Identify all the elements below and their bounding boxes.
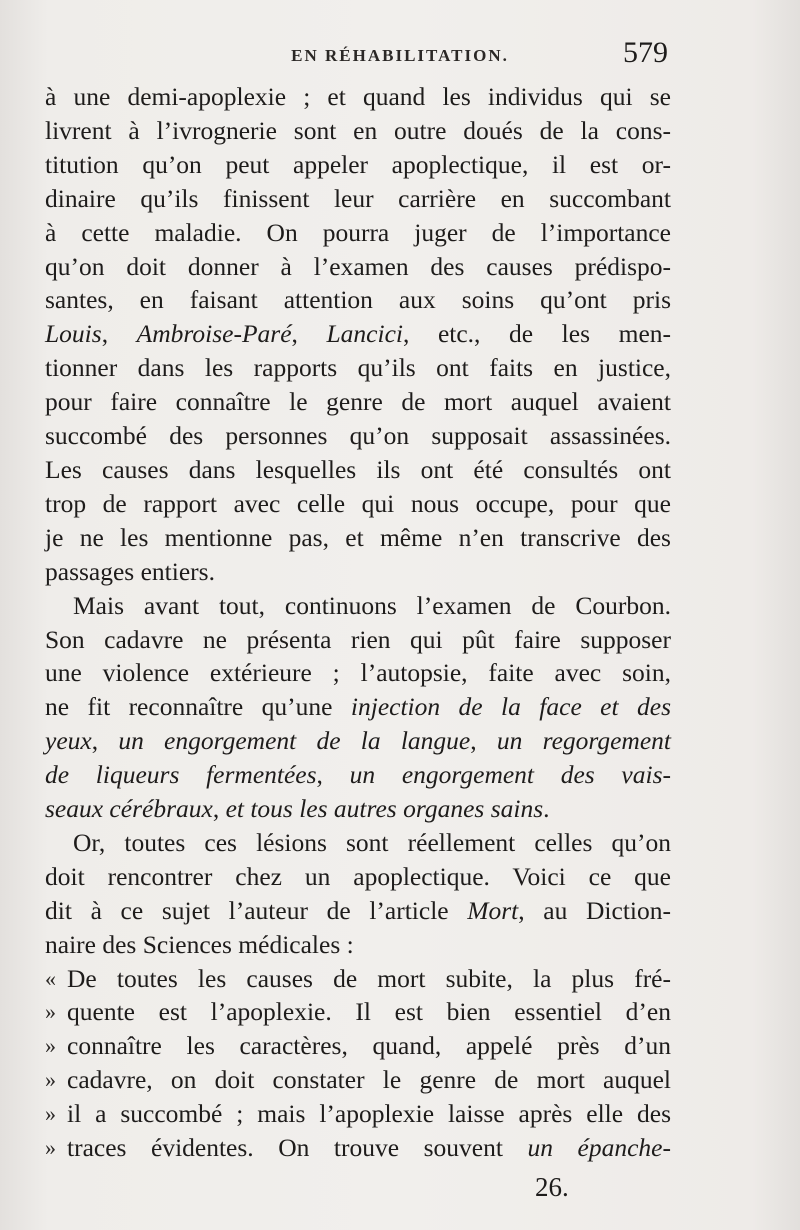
text-run: , [470, 726, 497, 756]
signature-mark: 26. [535, 1172, 569, 1202]
text-line [45, 758, 671, 792]
text-run: , [101, 319, 137, 349]
italic-run: Mort [467, 895, 519, 925]
text-line [45, 792, 671, 826]
italic-run: injection de la face et des [350, 692, 672, 722]
text-line: pour faire connaître le genre de mort auquel avaient [45, 387, 671, 417]
continuation-quote-mark: » [45, 1135, 56, 1161]
text-run: ne fit reconnaître qu’une [45, 692, 351, 722]
text-line: succombé des personnes qu’on supposait assassinées. [45, 421, 671, 451]
italic-run: un engorgement de la langue [118, 726, 471, 756]
continuation-quote-mark: » [45, 1033, 56, 1059]
quote-line [45, 1131, 671, 1165]
text-run: , [316, 760, 350, 790]
quote-text: il a succombé ; mais l’apoplexie laisse après elle des [67, 1099, 671, 1129]
continuation-quote-mark: » [45, 1067, 56, 1093]
italic-name: Louis [45, 319, 102, 349]
paragraph-2 [45, 589, 671, 826]
text-line: une violence extérieure ; l’autopsie, faite avec soin, [45, 658, 671, 688]
text-run: , au Diction- [518, 895, 671, 925]
text-line: Or, toutes ces lésions sont réellement celles qu’on [73, 827, 671, 857]
italic-run: un épanche- [527, 1133, 671, 1163]
text-run: traces évidentes. On trouve souvent [67, 1133, 528, 1163]
text-run: . [543, 794, 550, 824]
italic-run: un regorgement [496, 726, 671, 756]
quotation-block [45, 962, 671, 1165]
text-line: trop de rapport avec celle qui nous occupe, pour que [45, 488, 671, 518]
running-header: EN RÉHABILITATION. [291, 46, 509, 65]
quote-text: cadavre, on doit constater le genre de mort auquel [67, 1065, 671, 1095]
paragraph-3 [45, 826, 671, 962]
text-line: Mais avant tout, continuons l’examen de Courbon. [73, 590, 671, 620]
text-run: , [291, 319, 327, 349]
quote-text: De toutes les causes de mort subite, la plus fré- [67, 963, 671, 993]
quote-line [45, 962, 671, 996]
quote-line [45, 1063, 671, 1097]
quote-line [45, 1029, 671, 1063]
text-line: à une demi-apoplexie ; et quand les individus qui se [45, 82, 671, 111]
quote-text [67, 1131, 671, 1165]
body-text [45, 80, 671, 1165]
quote-line [45, 1097, 671, 1131]
paragraph-1 [45, 80, 671, 589]
text-line: tionner dans les rapports qu’ils ont faits en justice, [45, 353, 671, 383]
text-run: , [212, 794, 226, 824]
text-line: qu’on doit donner à l’examen des causes prédispo- [45, 251, 671, 281]
text-line: doit rencontrer chez un apoplectique. Voici ce que [45, 861, 671, 891]
italic-run: seaux cérébraux [45, 794, 213, 824]
text-line: Les causes dans lesquelles ils ont été consultés ont [45, 454, 671, 484]
italic-run: de liqueurs fermentées [45, 760, 317, 790]
text-line: naire des Sciences médicales : [45, 929, 354, 959]
continuation-quote-mark: » [45, 1101, 56, 1127]
text-line: je ne les mentionne pas, et même n’en transcrive des [45, 522, 671, 552]
italic-run: un engorgement des vais- [349, 760, 671, 790]
page-number: 579 [623, 36, 668, 69]
text-line: à cette maladie. On pourra juger de l’importance [45, 217, 671, 247]
text-run: , etc., de les men- [403, 319, 671, 349]
text-line: dinaire qu’ils finissent leur carrière en succombant [45, 183, 671, 213]
text-line: Son cadavre ne présenta rien qui pût faire supposer [45, 624, 671, 654]
italic-run: yeux [45, 726, 92, 756]
text-run: dit à ce sujet l’auteur de l’article [45, 895, 468, 925]
text-line [45, 894, 671, 928]
text-line [45, 724, 671, 758]
quote-text: quente est l’apoplexie. Il est bien essentiel d’en [67, 997, 671, 1027]
text-line: passages entiers. [45, 556, 215, 586]
quote-line [45, 995, 671, 1029]
text-line [45, 690, 671, 724]
italic-name: Lancici [326, 319, 403, 349]
text-line: livrent à l’ivrognerie sont en outre doués de la cons- [45, 115, 671, 145]
open-quote-mark: « [45, 965, 56, 991]
text-line: titution qu’on peut appeler apoplectique, il est or- [45, 149, 671, 179]
quote-text: connaître les caractères, quand, appelé près d’un [67, 1031, 671, 1061]
text-line [45, 317, 671, 351]
continuation-quote-mark: » [45, 999, 56, 1025]
text-line: santes, en faisant attention aux soins qu’ont pris [45, 285, 671, 315]
text-run: , [91, 726, 119, 756]
italic-run: et tous les autres organes sains [225, 794, 544, 824]
italic-name: Ambroise-Paré [136, 319, 292, 349]
